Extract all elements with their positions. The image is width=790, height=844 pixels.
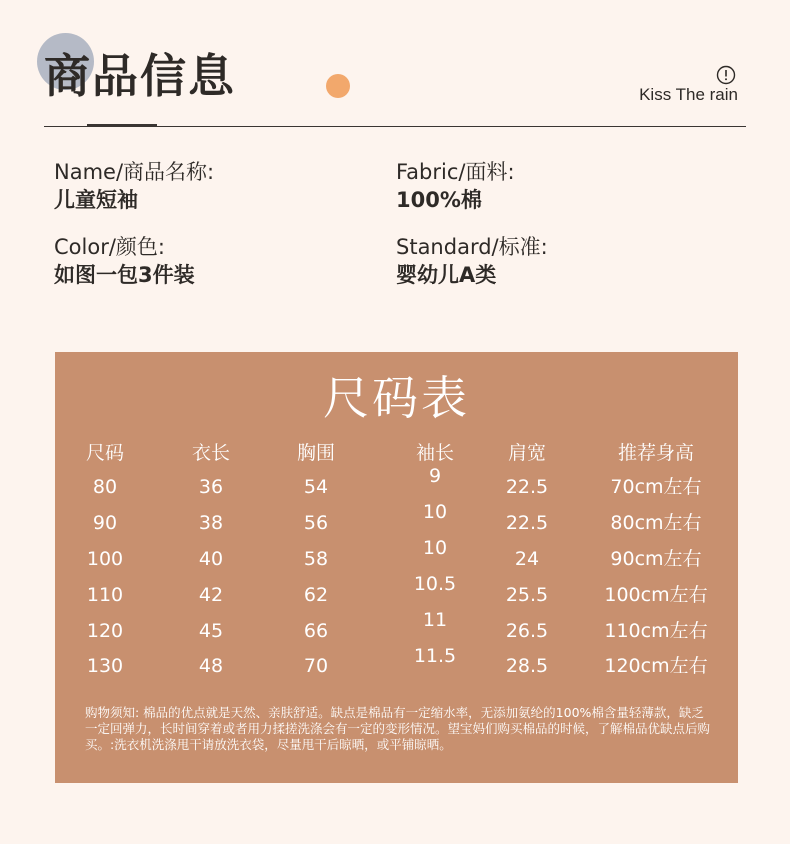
table-cell-r2-c4: 24: [514, 548, 540, 570]
name-label: Name/商品名称:: [54, 160, 215, 184]
decorative-orange-dot: [326, 74, 350, 98]
table-cell-r5-c3: 11.5: [413, 645, 457, 667]
info-standard: [396, 233, 548, 289]
table-cell-r4-c2: 66: [303, 620, 329, 642]
table-cell-r5-c4: 28.5: [505, 655, 549, 677]
table-cell-r2-c2: 58: [303, 548, 329, 570]
table-cell-r1-c2: 56: [303, 512, 329, 534]
table-cell-r5-c5: 120cm左右: [604, 655, 708, 677]
standard-label: Standard/标准:: [396, 235, 548, 259]
table-cell-r0-c3: 9: [428, 465, 442, 487]
brand-name: Kiss The rain: [639, 85, 738, 104]
table-header-1: 衣长: [191, 442, 231, 464]
alert-circle-icon: [716, 65, 736, 85]
table-cell-r0-c5: 70cm左右: [610, 476, 702, 498]
table-cell-r4-c1: 45: [198, 620, 224, 642]
table-cell-r1-c4: 22.5: [505, 512, 549, 534]
table-cell-r1-c1: 38: [198, 512, 224, 534]
info-fabric: [396, 158, 515, 214]
table-cell-r2-c0: 100: [86, 548, 124, 570]
table-cell-r3-c5: 100cm左右: [604, 584, 708, 606]
shopping-note: 购物须知: 棉品的优点就是天然、亲肤舒适。缺点是棉品有一定缩水率，无添加氨纶的100%棉含量轻薄款，缺乏一定回弹力，长时间穿着或者用力揉搓洗涤会有一定的变形情况。望宝妈们购买棉品的时候，了解棉品优缺点后购买。:洗衣机洗涤甩干请放洗衣袋，尽量甩干后晾晒，或平铺晾晒。: [85, 705, 711, 752]
table-header-5: 推荐身高: [617, 442, 695, 464]
table-cell-r1-c3: 10: [422, 501, 448, 523]
page-title: 商品信息: [44, 49, 236, 103]
table-cell-r4-c5: 110cm左右: [604, 620, 708, 642]
table-cell-r4-c0: 120: [86, 620, 124, 642]
table-cell-r4-c4: 26.5: [505, 620, 549, 642]
table-cell-r2-c5: 90cm左右: [610, 548, 702, 570]
table-cell-r0-c1: 36: [198, 476, 224, 498]
table-header-3: 袖长: [415, 442, 455, 464]
table-header-4: 肩宽: [507, 442, 547, 464]
table-cell-r0-c2: 54: [303, 476, 329, 498]
table-header-2: 胸围: [296, 442, 336, 464]
name-value: 儿童短袖: [54, 188, 138, 212]
table-cell-r3-c3: 10.5: [413, 573, 457, 595]
product-info: [0, 150, 790, 320]
table-cell-r3-c0: 110: [86, 584, 124, 606]
color-value: 如图一包3件装: [54, 263, 195, 287]
table-cell-r2-c3: 10: [422, 537, 448, 559]
color-label: Color/颜色:: [54, 235, 165, 259]
header-divider-accent: [87, 124, 157, 127]
fabric-value: 100%棉: [396, 188, 482, 212]
table-header-0: 尺码: [85, 442, 125, 464]
size-chart-panel: [55, 352, 738, 783]
info-color: [54, 233, 195, 289]
table-cell-r0-c4: 22.5: [505, 476, 549, 498]
table-cell-r3-c2: 62: [303, 584, 329, 606]
table-cell-r3-c4: 25.5: [505, 584, 549, 606]
table-cell-r5-c1: 48: [198, 655, 224, 677]
info-name: [54, 158, 214, 214]
header: [0, 0, 790, 140]
table-cell-r2-c1: 40: [198, 548, 224, 570]
table-cell-r0-c0: 80: [92, 476, 118, 498]
table-cell-r3-c1: 42: [198, 584, 224, 606]
table-cell-r1-c5: 80cm左右: [610, 512, 702, 534]
table-cell-r5-c2: 70: [303, 655, 329, 677]
size-chart-title: 尺码表: [323, 371, 470, 425]
size-table: [55, 352, 738, 692]
table-cell-r1-c0: 90: [92, 512, 118, 534]
table-cell-r4-c3: 11: [422, 609, 448, 631]
fabric-label: Fabric/面料:: [396, 160, 515, 184]
table-cell-r5-c0: 130: [86, 655, 124, 677]
standard-value: 婴幼儿A类: [396, 263, 497, 287]
